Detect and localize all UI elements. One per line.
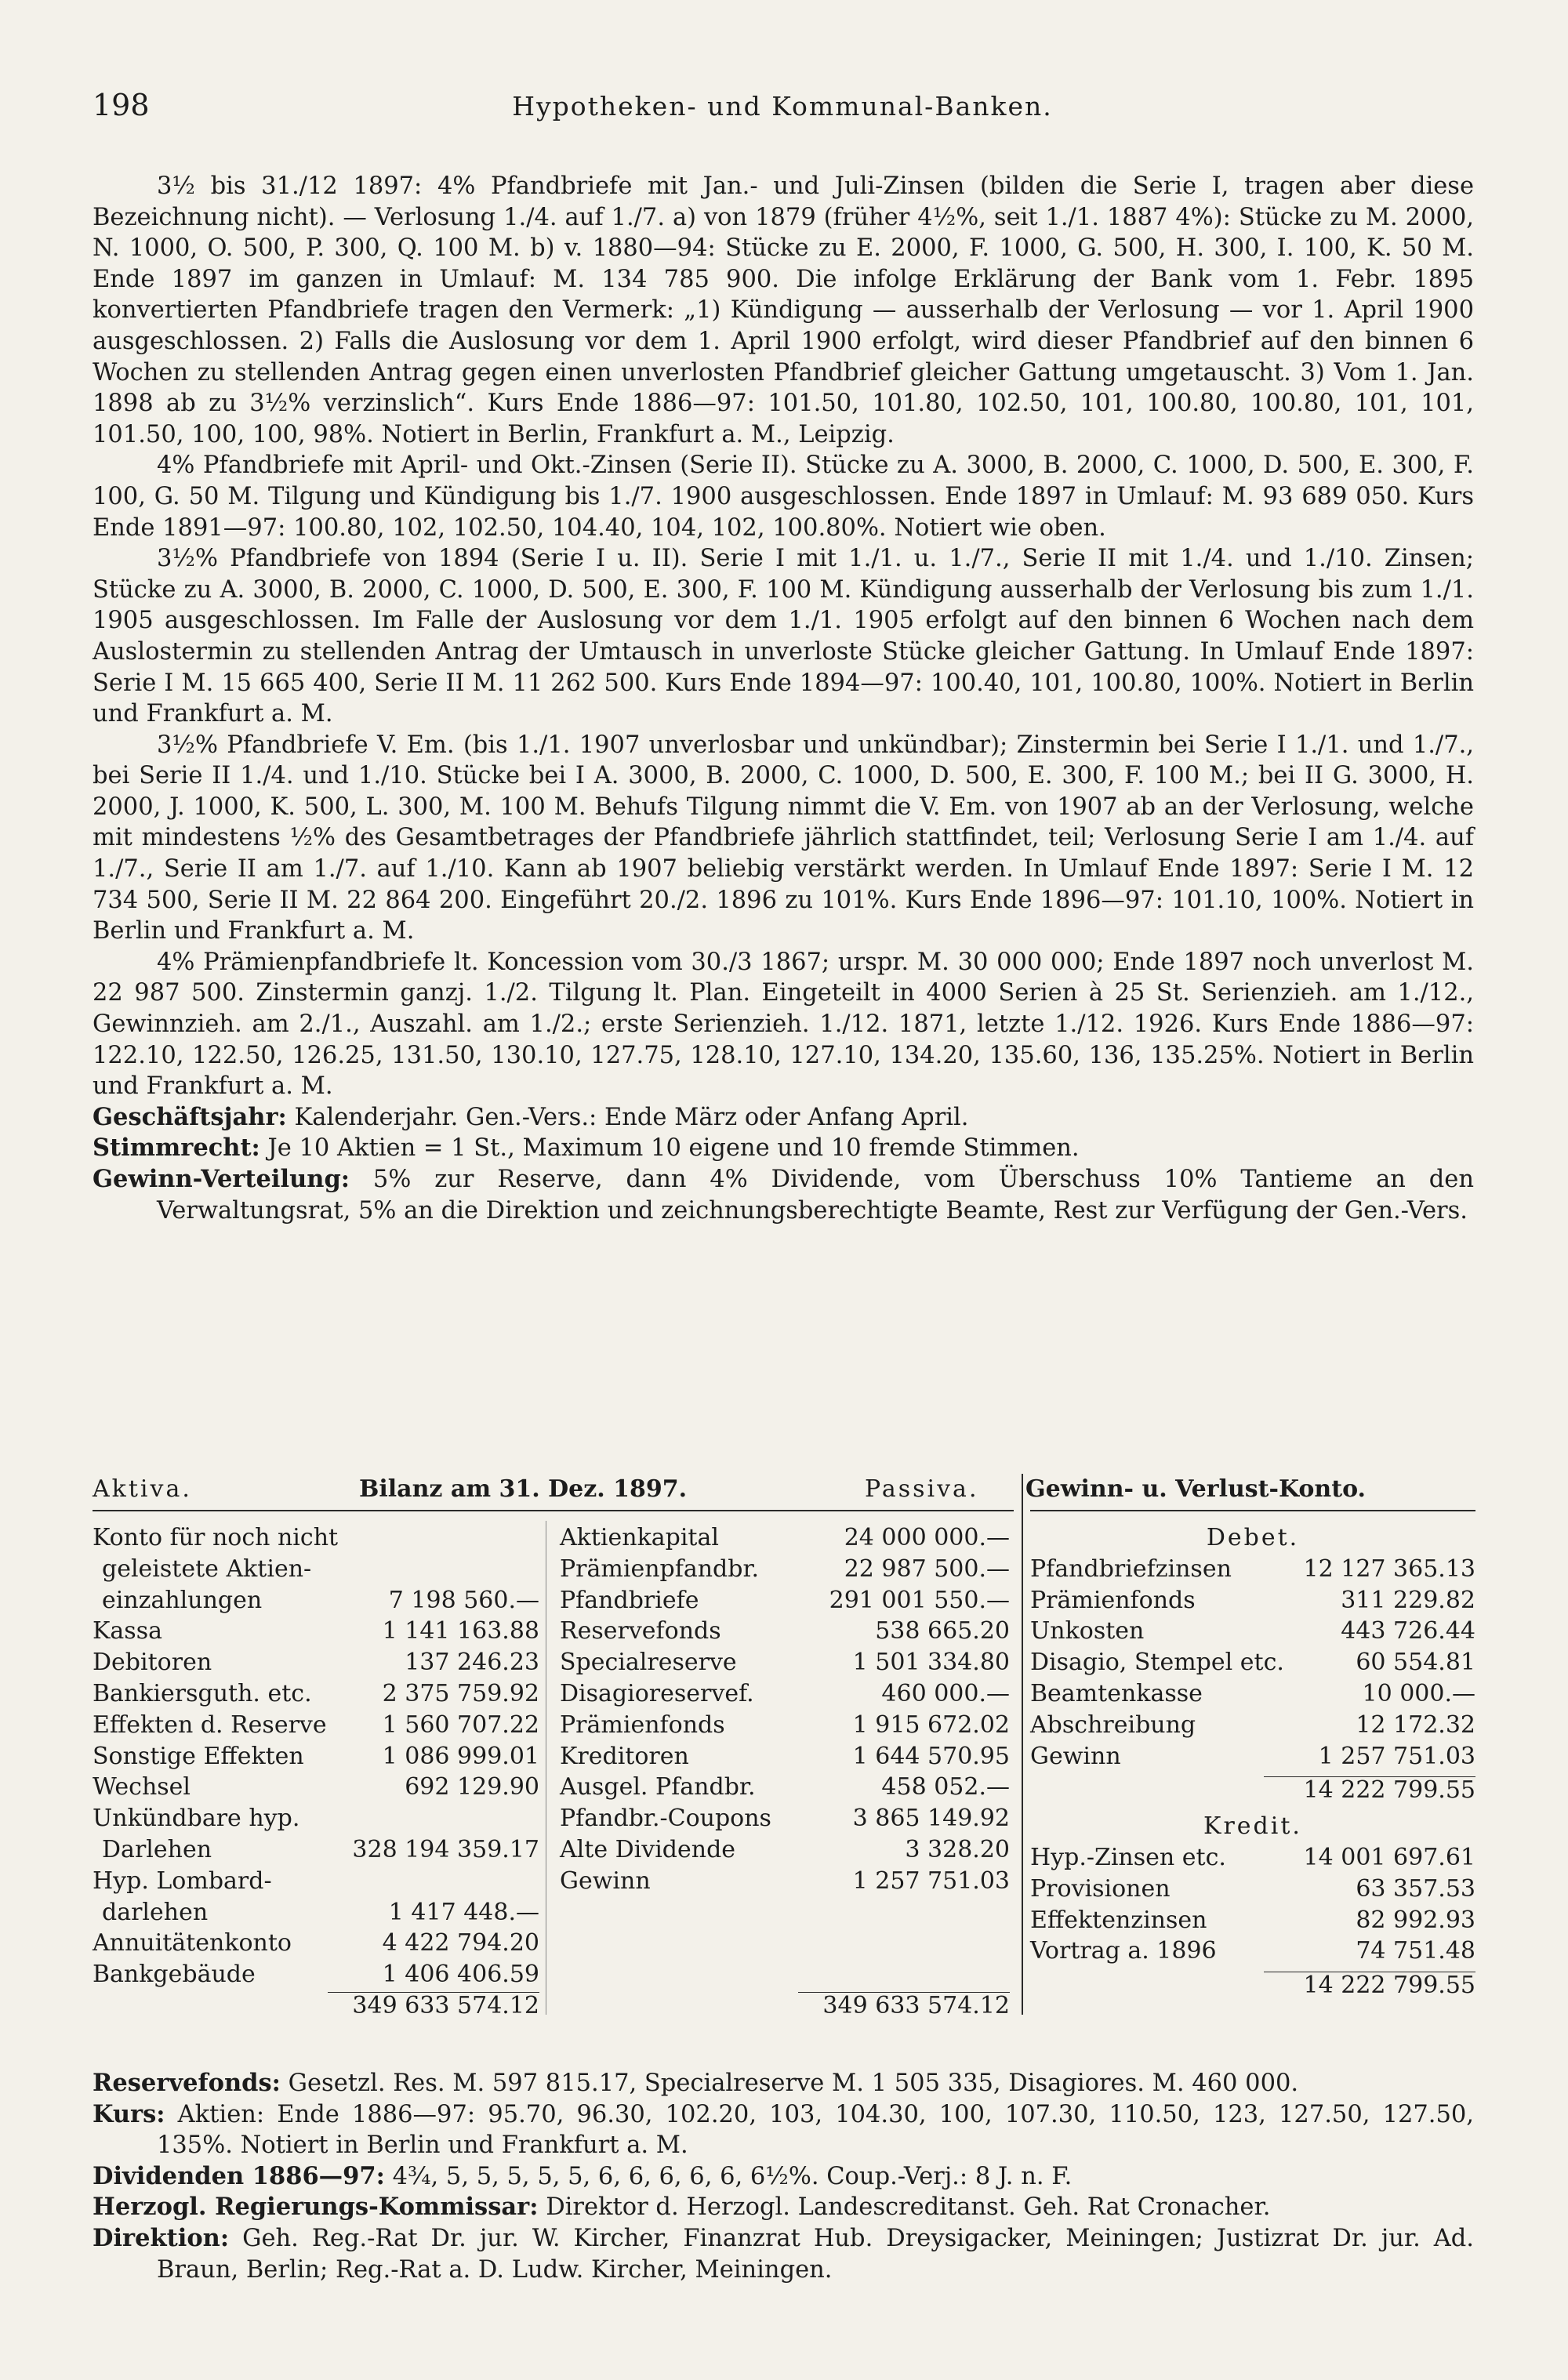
- section-label: Dividenden 1886—97:: [93, 2161, 385, 2190]
- passiva-row: [560, 1678, 1010, 1710]
- row-label: Aktienkapital: [560, 1524, 719, 1551]
- row-label: Effekten d. Reserve: [93, 1711, 327, 1739]
- row-label: Hyp.-Zinsen etc.: [1030, 1844, 1226, 1871]
- section-regierungs-kommissar: [93, 2192, 1474, 2223]
- passiva-row: [560, 1647, 1010, 1678]
- row-value: 24 000 000.—: [844, 1524, 1010, 1551]
- passiva-row: [560, 1772, 1010, 1803]
- page-header: [93, 88, 1472, 127]
- row-value: 63 357.53: [1356, 1874, 1475, 1903]
- row-label: Gewinn: [560, 1867, 651, 1895]
- row-label: Bankiersguth. etc.: [93, 1680, 312, 1707]
- section-label: Geschäftsjahr:: [93, 1102, 287, 1131]
- aktiva-row: [93, 1803, 539, 1834]
- guv-title: Gewinn- u. Verlust-Konto.: [1025, 1475, 1366, 1503]
- row-label: Sonstige Effekten: [93, 1742, 304, 1770]
- row-label: Disagioreservef.: [560, 1680, 754, 1707]
- row-label: Pfandbriefe: [560, 1586, 699, 1614]
- section-stimmrecht: [93, 1133, 1474, 1164]
- kredit-total: 14 222 799.55: [1303, 1972, 1475, 2000]
- aktiva-row: [93, 1522, 539, 1554]
- bilanz-title: Bilanz am 31. Dez. 1897.: [359, 1475, 688, 1503]
- row-label: Effektenzinsen: [1030, 1906, 1207, 1934]
- row-label: Unkosten: [1030, 1617, 1145, 1645]
- passiva-row: [560, 1866, 1010, 1897]
- row-value: 460 000.—: [881, 1680, 1010, 1707]
- passiva-total: 349 633 574.12: [822, 1992, 1010, 2019]
- body-text: [93, 171, 1474, 1226]
- row-value: 12 127 365.13: [1303, 1555, 1475, 1583]
- row-value: 1 257 751.03: [1318, 1742, 1475, 1770]
- paragraph-praemienpfandbriefe: 4% Prämienpfandbriefe lt. Koncession vom 30./3 1867; urspr. M. 30 000 000; Ende 1897 noch unverlost M. 22 987 500. Zinstermin ganzj. 1./2. Tilgung lt. Plan. Eingeteilt in 4000 Serien à 25 St. Serienzieh. am 1./12., Gewinnzieh. am 2./1., Auszahl. am 1./2.; erste Serienzieh. 1./12. 1871, letzte 1./12. 1926. Kurs Ende 1886—97: 122.10, 122.50, 126.25, 131.50, 130.10, 127.75, 128.10, 127.10, 134.20, 135.60, 136, 135.25%. Notiert in Berlin und Frankfurt a. M.: [93, 948, 1474, 1101]
- aktiva-row: [93, 1616, 539, 1647]
- row-label: Alte Dividende: [560, 1836, 736, 1863]
- row-value: 2 375 759.92: [382, 1680, 539, 1707]
- row-value: 692 129.90: [405, 1773, 539, 1801]
- section-kurs: [93, 2099, 1474, 2161]
- row-value: 1 915 672.02: [852, 1711, 1010, 1739]
- row-label: Pfandbriefzinsen: [1030, 1555, 1232, 1583]
- aktiva-row: [93, 1897, 539, 1928]
- aktiva-total: 349 633 574.12: [352, 1992, 539, 2019]
- row-label: Abschreibung: [1030, 1711, 1196, 1739]
- section-label: Kurs:: [93, 2099, 165, 2128]
- row-value: 328 194 359.17: [352, 1836, 539, 1863]
- row-label: Ausgel. Pfandbr.: [560, 1773, 756, 1801]
- section-text: Direktor d. Herzogl. Landescreditanst. Geh. Rat Cronacher.: [546, 2193, 1271, 2222]
- debet-row: [1030, 1554, 1475, 1585]
- passiva-row: [560, 1710, 1010, 1741]
- kredit-row: [1030, 1936, 1475, 1967]
- section-label: Reservefonds:: [93, 2069, 281, 2097]
- passiva-row: [560, 1741, 1010, 1772]
- row-value: 10 000.—: [1362, 1680, 1475, 1707]
- page-number: 198: [93, 88, 150, 122]
- passiva-row: [560, 1834, 1010, 1866]
- section-label: Gewinn-Verteilung:: [93, 1165, 350, 1193]
- passiva-row: [560, 1554, 1010, 1585]
- row-label: Bankgebäude: [93, 1961, 256, 1989]
- row-value: 4 422 794.20: [382, 1929, 539, 1957]
- section-label: Herzogl. Regierungs-Kommissar:: [93, 2193, 539, 2222]
- row-label: geleistete Aktien-: [102, 1555, 312, 1583]
- row-value: 12 172.32: [1356, 1711, 1475, 1739]
- debet-row: [1030, 1585, 1475, 1616]
- aktiva-row: [93, 1585, 539, 1616]
- aktiva-label: Aktiva.: [93, 1475, 192, 1503]
- aktiva-row: [93, 1741, 539, 1772]
- row-label: Debitoren: [93, 1649, 212, 1677]
- row-label: Beamtenkasse: [1030, 1680, 1203, 1707]
- row-label: Prämienfonds: [560, 1711, 725, 1739]
- kredit-row: [1030, 1874, 1475, 1905]
- table-divider: [1022, 1474, 1023, 2015]
- row-label: Gewinn: [1030, 1742, 1121, 1770]
- section-text: Aktien: Ende 1886—97: 95.70, 96.30, 102.20, 103, 104.30, 100, 107.30, 110.50, 123, 127.50, 127.50, 135%. Notiert in Berlin und Frankfurt a. M.: [157, 2100, 1474, 2160]
- row-value: 1 560 707.22: [382, 1711, 539, 1739]
- paragraph-pfandbriefe-serie-1: 3½ bis 31./12 1897: 4% Pfandbriefe mit Jan.- und Juli-Zinsen (bilden die Serie I, tragen aber diese Bezeichnung nicht). — Verlosung 1./4. auf 1./7. a) von 1879 (früher 4½%, seit 1./1. 1887 4%): Stücke zu M. 2000, N. 1000, O. 500, P. 300, Q. 100 M. b) v. 1880—94: Stücke zu E. 2000, F. 1000, G. 500, H. 300, I. 100, K. 50 M. Ende 1897 im ganzen in Umlauf: M. 134 785 900. Die infolge Erklärung der Bank vom 1. Febr. 1895 konvertierten Pfandbriefe tragen den Vermerk: „1) Kündigung — ausserhalb der Verlosung — vor 1. April 1900 ausgeschlossen. 2) Falls die Auslosung vor dem 1. April 1900 erfolgt, wird dieser Pfandbrief auf den binnen 6 Wochen zu stellenden Antrag gegen einen unverlosten Pfandbrief gleicher Gattung umgetauscht. 3) Vom 1. Jan. 1898 ab zu 3½% verzinslich“. Kurs Ende 1886—97: 101.50, 101.80, 102.50, 101, 100.80, 100.80, 101, 101, 101.50, 100, 100, 98%. Notiert in Berlin, Frankfurt a. M., Leipzig.: [93, 172, 1474, 448]
- row-label: Darlehen: [102, 1836, 212, 1863]
- section-reservefonds: [93, 2068, 1474, 2099]
- row-value: 291 001 550.—: [829, 1586, 1010, 1614]
- debet-row: [1030, 1741, 1475, 1772]
- aktiva-row: [93, 1928, 539, 1959]
- aktiva-row: [93, 1834, 539, 1866]
- row-value: 1 417 448.—: [388, 1898, 539, 1926]
- section-label: Stimmrecht:: [93, 1134, 260, 1163]
- row-label: Unkündbare hyp.: [93, 1805, 300, 1833]
- running-title: Hypotheken- und Kommunal-Banken.: [512, 91, 1053, 122]
- section-text: 5% zur Reserve, dann 4% Dividende, vom Überschuss 10% Tantieme an den Verwaltungsrat, 5% an die Direktion und zeichnungsberechtigte Beamte, Rest zur Verfügung der Gen.-Vers.: [157, 1166, 1474, 1224]
- section-text: 4¾, 5, 5, 5, 5, 5, 6, 6, 6, 6, 6, 6½%. Coup.-Verj.: 8 J. n. F.: [392, 2162, 1073, 2190]
- row-label: Disagio, Stempel etc.: [1030, 1649, 1284, 1677]
- row-label: Vortrag a. 1896: [1030, 1937, 1217, 1965]
- kredit-label: Kredit.: [1203, 1812, 1302, 1841]
- section-text: Kalenderjahr. Gen.-Vers.: Ende März oder Anfang April.: [294, 1103, 969, 1131]
- section-direktion: [93, 2223, 1474, 2285]
- debet-label: Debet.: [1206, 1524, 1300, 1551]
- aktiva-row: [93, 1678, 539, 1710]
- section-text: Je 10 Aktien = 1 St., Maximum 10 eigene und 10 fremde Stimmen.: [267, 1134, 1080, 1163]
- row-value: 311 229.82: [1341, 1586, 1475, 1614]
- row-value: 1 406 406.59: [382, 1961, 539, 1989]
- row-label: einzahlungen: [102, 1586, 263, 1614]
- row-value: 3 865 149.92: [852, 1805, 1010, 1833]
- row-value: 14 001 697.61: [1303, 1844, 1475, 1871]
- row-label: Kreditoren: [560, 1742, 689, 1770]
- row-value: 74 751.48: [1356, 1937, 1475, 1965]
- row-value: 1 257 751.03: [852, 1867, 1010, 1895]
- row-value: 137 246.23: [405, 1649, 539, 1677]
- footer-sections: [93, 2068, 1474, 2285]
- row-value: 7 198 560.—: [388, 1586, 539, 1614]
- row-value: 82 992.93: [1356, 1906, 1475, 1934]
- debet-row: [1030, 1616, 1475, 1647]
- aktiva-row: [93, 1554, 539, 1585]
- aktiva-row: [93, 1959, 539, 1990]
- balance-tables: [93, 1474, 1475, 2054]
- passiva-label: Passiva.: [865, 1475, 979, 1503]
- guv-header-rule: [1030, 1510, 1475, 1511]
- row-value: 538 665.20: [875, 1617, 1010, 1645]
- row-value: 458 052.—: [881, 1773, 1010, 1801]
- section-text: Gesetzl. Res. M. 597 815.17, Specialreserve M. 1 505 335, Disagiores. M. 460 000.: [288, 2070, 1299, 2097]
- passiva-row: [560, 1522, 1010, 1554]
- passiva-row: [560, 1616, 1010, 1647]
- row-label: Prämienpfandbr.: [560, 1555, 760, 1583]
- row-label: darlehen: [102, 1898, 209, 1926]
- row-label: Annuitätenkonto: [93, 1929, 292, 1957]
- row-value: 60 554.81: [1356, 1649, 1475, 1677]
- row-label: Prämienfonds: [1030, 1586, 1196, 1614]
- aktiva-row: [93, 1647, 539, 1678]
- section-label: Direktion:: [93, 2223, 230, 2252]
- debet-row: [1030, 1710, 1475, 1741]
- row-value: 22 987 500.—: [844, 1555, 1010, 1583]
- debet-row: [1030, 1678, 1475, 1710]
- kredit-row: [1030, 1842, 1475, 1874]
- row-value: 1 501 334.80: [852, 1649, 1010, 1677]
- paragraph-pfandbriefe-serie-2: 4% Pfandbriefe mit April- und Okt.-Zinsen (Serie II). Stücke zu A. 3000, B. 2000, C. 1000, D. 500, E. 300, F. 100, G. 50 M. Tilgung und Kündigung bis 1./7. 1900 ausgeschlossen. Ende 1897 in Umlauf: M. 93 689 050. Kurs Ende 1891—97: 100.80, 102, 102.50, 104.40, 104, 102, 100.80%. Notiert wie oben.: [93, 452, 1474, 542]
- aktiva-row: [93, 1772, 539, 1803]
- section-gewinn-verteilung: [93, 1164, 1474, 1226]
- row-label: Reservefonds: [560, 1617, 721, 1645]
- row-value: 1 644 570.95: [852, 1742, 1010, 1770]
- section-text: Geh. Reg.-Rat Dr. jur. W. Kircher, Finanzrat Hub. Dreysigacker, Meiningen; Justizrat Dr. jur. Ad. Braun, Berlin; Reg.-Rat a. D. Ludw. Kircher, Meiningen.: [157, 2224, 1475, 2284]
- paragraph-pfandbriefe-1894: 3½% Pfandbriefe von 1894 (Serie I u. II). Serie I mit 1./1. u. 1./7., Serie II mit 1./4. und 1./10. Zinsen; Stücke zu A. 3000, B. 2000, C. 1000, D. 500, E. 300, F. 100 M. Kündigung ausserhalb der Verlosung bis zum 1./1. 1905 ausgeschlossen. Im Falle der Auslosung vor dem 1./1. 1905 erfolgt auf den binnen 6 Wochen nach dem Auslostermin zu stellenden Antrag der Umtausch in unverloste Stücke gleicher Gattung. In Umlauf Ende 1897: Serie I M. 15 665 400, Serie II M. 11 262 500. Kurs Ende 1894—97: 100.40, 101, 100.80, 100%. Notiert in Berlin und Frankfurt a. M.: [93, 545, 1474, 728]
- aktiva-row: [93, 1866, 539, 1897]
- row-label: Konto für noch nicht: [93, 1524, 339, 1551]
- row-label: Hyp. Lombard-: [93, 1867, 272, 1895]
- row-value: 443 726.44: [1341, 1617, 1475, 1645]
- debet-row: [1030, 1647, 1475, 1678]
- row-label: Provisionen: [1030, 1874, 1171, 1903]
- row-label: Kassa: [93, 1617, 162, 1645]
- row-value: 1 141 163.88: [382, 1617, 539, 1645]
- row-label: Wechsel: [93, 1773, 191, 1801]
- aktiva-row: [93, 1710, 539, 1741]
- debet-total: 14 222 799.55: [1303, 1776, 1475, 1805]
- paragraph-pfandbriefe-v-em: 3½% Pfandbriefe V. Em. (bis 1./1. 1907 unverlosbar und unkündbar); Zinstermin bei Serie I 1./1. und 1./7., bei Serie II 1./4. und 1./10. Stücke bei I A. 3000, B. 2000, C. 1000, D. 500, E. 300, F. 100 M.; bei II G. 3000, H. 2000, J. 1000, K. 500, L. 300, M. 100 M. Behufs Tilgung nimmt die V. Em. von 1907 ab an der Verlosung, welche mit mindestens ½% des Gesamtbetrages der Pfandbriefe jährlich stattfindet, teil; Verlosung Serie I am 1./4. auf 1./7., Serie II am 1./7. auf 1./10. Kann ab 1907 beliebig verstärkt werden. In Umlauf Ende 1897: Serie I M. 12 734 500, Serie II M. 22 864 200. Eingeführt 20./2. 1896 zu 101%. Kurs Ende 1896—97: 101.10, 100%. Notiert in Berlin und Frankfurt a. M.: [93, 731, 1474, 945]
- passiva-row: [560, 1803, 1010, 1834]
- section-dividenden: [93, 2161, 1474, 2193]
- passiva-row: [560, 1585, 1010, 1616]
- section-geschaeftsjahr: [93, 1102, 1474, 1134]
- row-value: 1 086 999.01: [382, 1742, 539, 1770]
- kredit-row: [1030, 1905, 1475, 1936]
- header-rule: [93, 1510, 1014, 1511]
- row-label: Pfandbr.-Coupons: [560, 1805, 771, 1833]
- row-label: Specialreserve: [560, 1649, 737, 1677]
- row-value: 3 328.20: [905, 1836, 1010, 1863]
